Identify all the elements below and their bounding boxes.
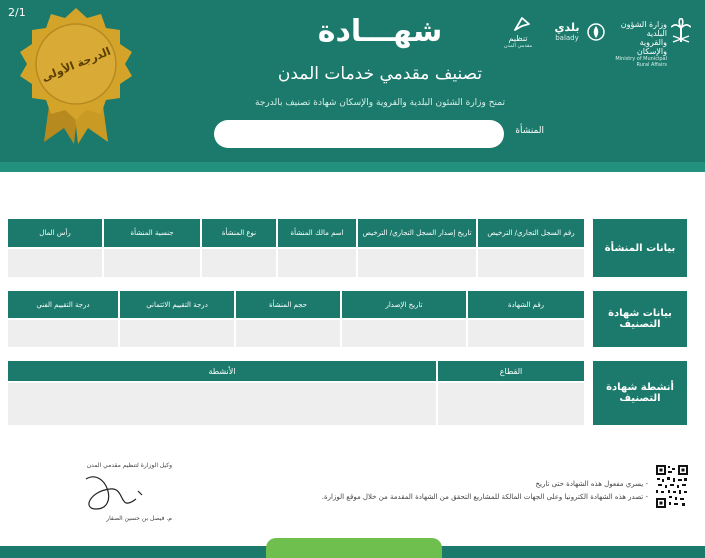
col-header: رقم الشهادة — [468, 291, 584, 318]
table-cell — [236, 320, 340, 347]
table-cell — [438, 383, 584, 425]
seal-text: الدرجة الأولى — [39, 44, 113, 85]
table-cell — [120, 320, 234, 347]
col-header: رقم السجل التجاري/ الترخيص — [478, 219, 584, 247]
header-stripe — [0, 162, 705, 172]
col-header: نوع المنشأة — [202, 219, 276, 247]
section-label-establishment: بيانات المنشأة — [593, 219, 687, 277]
col-header: تاريخ الإصدار — [342, 291, 466, 318]
col-header: رأس المال — [8, 219, 102, 247]
col-header: درجة التقييم الفني — [8, 291, 118, 318]
verification-note: - تصدر هذه الشهادة الكترونيا وعلى الجهات المالكة للمشاريع التحقق من الشهادة المقدمة من خلال موقع الوزارة. — [321, 493, 648, 501]
col-header: جنسية المنشأة — [104, 219, 200, 247]
palm-emblem-icon — [671, 18, 691, 46]
table-cell — [8, 249, 102, 277]
tanzeem-sub: مقدمي المدن — [503, 43, 533, 49]
qr-code-icon[interactable] — [656, 465, 688, 508]
col-header: اسم مالك المنشأة — [278, 219, 356, 247]
signer-name: م. فيصل بن حسين الصفار — [106, 515, 172, 522]
table-cell — [468, 320, 584, 347]
table-cell — [8, 383, 436, 425]
activities-table — [8, 361, 584, 425]
table-cell — [342, 320, 466, 347]
table-cell — [278, 249, 356, 277]
table-cell — [104, 249, 200, 277]
page-indicator: 2/1 — [8, 6, 26, 19]
facility-label: المنشأة — [515, 126, 544, 136]
certificate-table — [8, 291, 584, 347]
col-header: حجم المنشأة — [236, 291, 340, 318]
table-cell — [8, 320, 118, 347]
baladi-name-ar: بلدي — [554, 21, 580, 34]
section-label-activities: أنشطة شهادة التصنيف — [593, 361, 687, 425]
table-cell — [478, 249, 584, 277]
table-cell — [202, 249, 276, 277]
ministry-name-line2: والقروية والإسكان — [636, 38, 667, 56]
facility-row — [214, 120, 544, 148]
certificate-subtitle: تصنيف مقدمي خدمات المدن — [277, 64, 483, 84]
establishment-table — [8, 219, 584, 277]
ministry-name-en: Ministry of Municipal Rural Affairs — [615, 56, 667, 68]
certificate-title: شهـــادة — [317, 14, 443, 49]
grade-seal — [16, 4, 136, 144]
baladi-mark-icon — [587, 22, 605, 42]
col-header: القطاع — [438, 361, 584, 381]
ministry-name-line1: وزارة الشؤون البلدية — [620, 20, 667, 38]
logos-group — [491, 16, 691, 68]
col-header: الأنشطة — [8, 361, 436, 381]
col-header: درجة التقييم الائتماني — [120, 291, 234, 318]
table-cell — [358, 249, 476, 277]
facility-name-field[interactable] — [214, 120, 504, 148]
section-label-certificate: بيانات شهادة التصنيف — [593, 291, 687, 347]
certificate-description: تمنح وزارة الشئون البلدية والقروية والإسكان شهادة تصنيف بالدرجة — [255, 98, 505, 108]
tanzeem-mark-icon — [513, 16, 531, 32]
tanzeem-name: تنظيم — [508, 34, 528, 43]
tanzeem-logo — [491, 16, 545, 56]
bottom-accent — [266, 538, 442, 558]
col-header: تاريخ إصدار السجل التجاري/ الترخيص — [358, 219, 476, 247]
signature-block — [76, 462, 172, 522]
ministry-logo — [613, 16, 691, 68]
signer-title: وكيل الوزارة لتنظيم مقدمي المدن — [86, 462, 172, 469]
signature-mark — [76, 469, 172, 515]
footer-notes — [318, 478, 648, 504]
validity-note: - يسري مفعول هذه الشهادة حتى تاريخ — [535, 480, 648, 488]
baladi-name-en: balady — [555, 34, 579, 42]
baladi-logo — [551, 16, 605, 56]
